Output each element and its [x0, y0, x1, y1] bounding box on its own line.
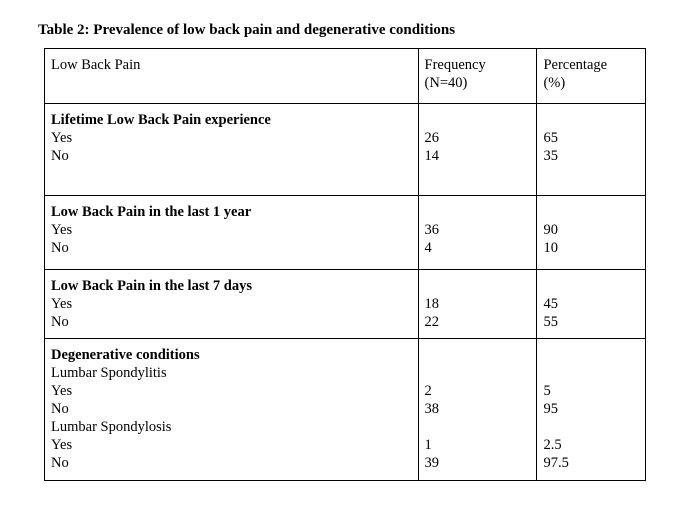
row-label: Yes	[51, 383, 73, 399]
section-title-last-year: Low Back Pain in the last 1 year	[51, 204, 252, 220]
frequency-value: 18	[424, 296, 440, 312]
frequency-value: 4	[424, 240, 432, 256]
percentage-value: 45	[543, 296, 558, 312]
cell-last-7-days-percentage	[537, 270, 646, 339]
frequency-value: 39	[424, 455, 440, 471]
subgroup-name-spondylosis: Lumbar Spondylosis	[51, 419, 172, 435]
header-frequency	[418, 49, 537, 104]
section-title-last-7-days: Low Back Pain in the last 7 days	[51, 278, 253, 294]
cell-last-year-frequency	[418, 196, 537, 270]
table-row-degenerative	[45, 339, 646, 481]
percentage-value: 10	[543, 240, 558, 256]
frequency-value: 22	[424, 314, 440, 330]
row-label: No	[51, 455, 69, 471]
table-caption: Table 2: Prevalence of low back pain and degenerative conditions	[38, 22, 456, 38]
row-label: Yes	[51, 296, 73, 312]
percentage-value: 2.5	[543, 437, 562, 453]
table-row-last-7-days	[45, 270, 646, 339]
frequency-value: 14	[424, 148, 440, 164]
table-row-lifetime	[45, 104, 646, 196]
percentage-value: 65	[543, 130, 558, 146]
row-label: Yes	[51, 437, 73, 453]
cell-last-year-percentage	[537, 196, 646, 270]
frequency-value: 2	[424, 383, 432, 399]
percentage-value: 97.5	[543, 455, 569, 471]
row-label: No	[51, 401, 69, 417]
cell-degenerative-percentage	[537, 339, 646, 481]
row-label: No	[51, 240, 69, 256]
header-low-back-pain: Low Back Pain	[45, 49, 419, 104]
percentage-value: 5	[543, 383, 551, 399]
cell-lifetime-frequency	[418, 104, 537, 196]
frequency-value: 38	[424, 401, 440, 417]
cell-degenerative-frequency	[418, 339, 537, 481]
header-percentage	[537, 49, 646, 104]
frequency-value: 1	[424, 437, 432, 453]
header-frequency-line1: Frequency	[424, 57, 486, 73]
cell-lifetime-labels	[45, 104, 419, 196]
table-header-row	[45, 49, 646, 104]
header-percentage-line2: (%)	[543, 75, 566, 91]
row-label: Yes	[51, 222, 73, 238]
header-frequency-line2: (N=40)	[424, 75, 468, 91]
frequency-value: 26	[424, 130, 440, 146]
table-row-last-year	[45, 196, 646, 270]
frequency-value: 36	[424, 222, 440, 238]
subgroup-name-spondylitis: Lumbar Spondylitis	[51, 365, 167, 381]
section-title-lifetime: Lifetime Low Back Pain experience	[51, 112, 271, 128]
cell-last-7-days-frequency	[418, 270, 537, 339]
cell-lifetime-percentage	[537, 104, 646, 196]
percentage-value: 35	[543, 148, 558, 164]
cell-degenerative-labels	[45, 339, 419, 481]
section-title-degenerative: Degenerative conditions	[51, 347, 200, 363]
row-label: Yes	[51, 130, 73, 146]
percentage-value: 55	[543, 314, 558, 330]
row-label: No	[51, 148, 69, 164]
percentage-value: 90	[543, 222, 558, 238]
cell-last-7-days-labels	[45, 270, 419, 339]
header-percentage-line1: Percentage	[543, 57, 608, 73]
prevalence-table	[44, 48, 646, 481]
row-label: No	[51, 314, 69, 330]
cell-last-year-labels	[45, 196, 419, 270]
percentage-value: 95	[543, 401, 558, 417]
